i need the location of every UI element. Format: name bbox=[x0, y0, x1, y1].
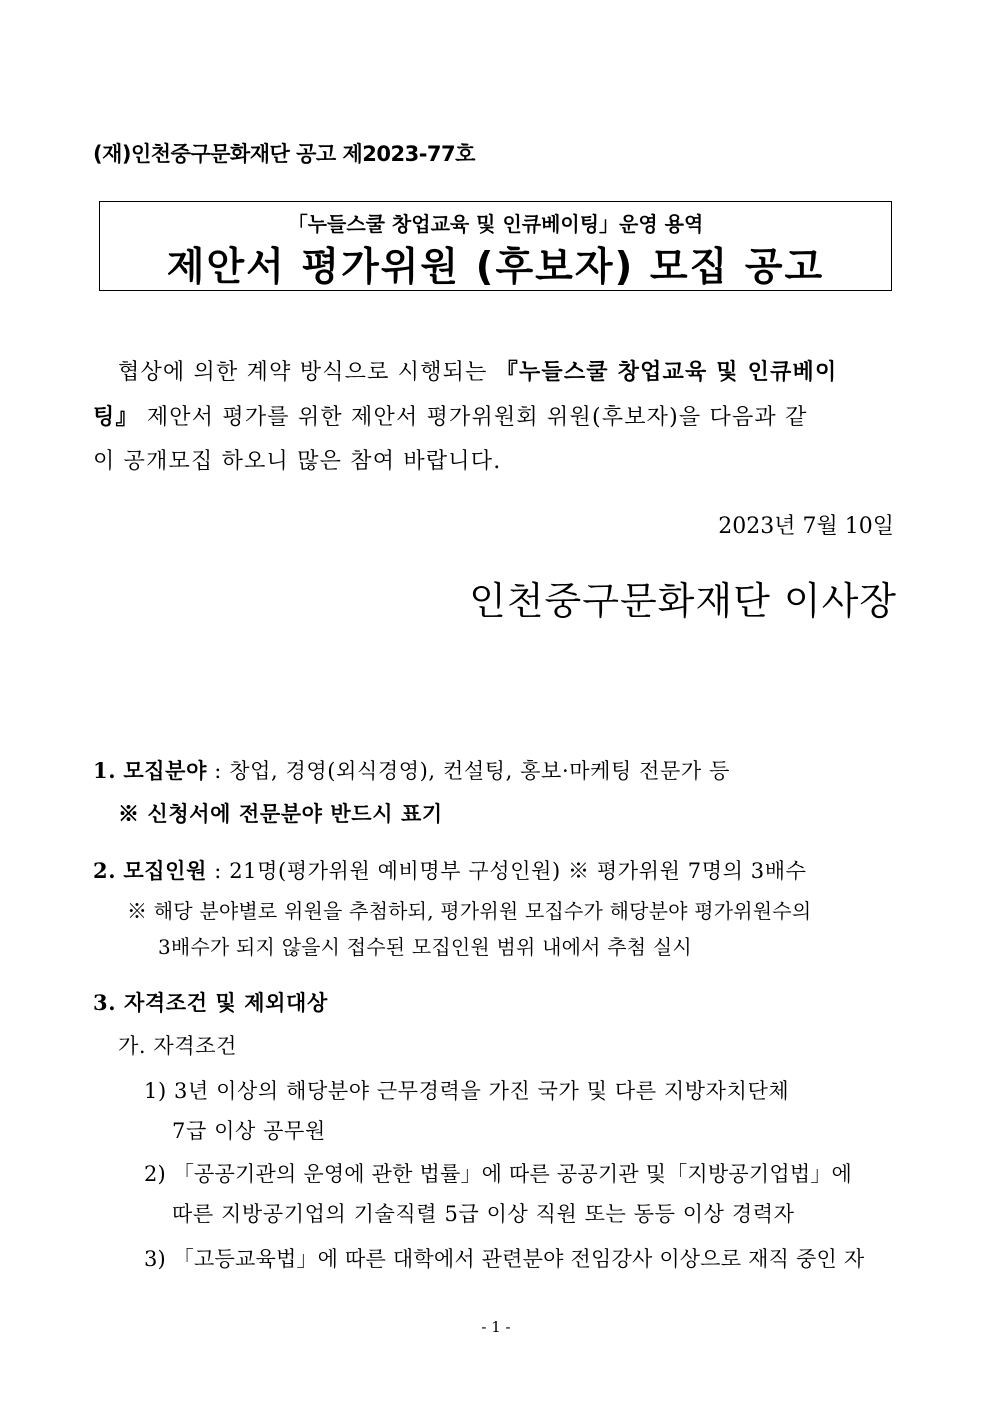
section-2-note-1: ※ 해당 분야별로 위원을 추첨하되, 평가위원 모집수가 해당분야 평가위원수의 bbox=[127, 899, 812, 923]
notice-number: (재)인천중구문화재단 공고 제2023-77호 bbox=[93, 142, 475, 166]
page-title: 제안서 평가위원 (후보자) 모집 공고 bbox=[166, 245, 825, 290]
qualification-item-3: 3) 「고등교육법」에 따른 대학에서 관련분야 전임강사 이상으로 재직 중인 자 bbox=[144, 1247, 865, 1271]
title-subtitle: 「누들스쿨 창업교육 및 인큐베이팅」운영 용역 bbox=[287, 212, 704, 236]
section-3-sub: 가. 자격조건 bbox=[118, 1034, 237, 1058]
qualification-item-1: 1) 3년 이상의 해당분야 근무경력을 가진 국가 및 다른 지방자치단체 bbox=[144, 1079, 790, 1103]
qualification-item-2: 2) 「공공기관의 운영에 관한 법률」에 따른 공공기관 및「지방공기업법」에 bbox=[144, 1162, 853, 1186]
project-name-end: 팅』 bbox=[93, 404, 139, 430]
section-label: 모집분야 bbox=[123, 758, 207, 783]
section-2 bbox=[93, 855, 806, 885]
intro-line-3: 이 공개모집 하오니 많은 참여 바랍니다. bbox=[93, 449, 502, 474]
separator: : bbox=[206, 759, 230, 783]
announcement-date: 2023년 7월 10일 bbox=[718, 514, 894, 539]
section-label: 모집인원 bbox=[123, 858, 207, 883]
qualification-item-2-cont: 따른 지방공기업의 기술직렬 5급 이상 직원 또는 동등 이상 경력자 bbox=[172, 1202, 795, 1226]
intro-line-1 bbox=[118, 355, 918, 386]
section-3-title bbox=[93, 987, 328, 1017]
qualification-item-1-cont: 7급 이상 공무원 bbox=[172, 1119, 326, 1143]
intro-text: 제안서 평가를 위한 제안서 평가위원회 위원(후보자)을 다음과 같 bbox=[138, 405, 808, 430]
section-number: 2. bbox=[93, 858, 117, 883]
note-text: ※ 신청서에 전문분야 반드시 표기 bbox=[118, 801, 443, 826]
intro-text: 협상에 의한 계약 방식으로 시행되는 bbox=[118, 360, 496, 385]
section-2-note-2: 3배수가 되지 않을시 접수된 모집인원 범위 내에서 추첨 실시 bbox=[158, 935, 692, 959]
section-heading: 3. 자격조건 및 제외대상 bbox=[93, 990, 328, 1015]
section-text: 창업, 경영(외식경영), 컨설팅, 홍보·마케팅 전문가 등 bbox=[229, 759, 730, 783]
section-1-note bbox=[118, 798, 443, 828]
section-text: 21명(평가위원 예비명부 구성인원) ※ 평가위원 7명의 3배수 bbox=[229, 859, 807, 883]
section-number: 1. bbox=[93, 758, 117, 783]
signer: 인천중구문화재단 이사장 bbox=[469, 579, 897, 623]
section-1 bbox=[93, 755, 730, 785]
separator: : bbox=[206, 859, 230, 883]
page-number: - 1 - bbox=[481, 1318, 511, 1336]
intro-line-2 bbox=[93, 400, 893, 431]
project-name: 『누들스쿨 창업교육 및 인큐베이 bbox=[495, 359, 838, 385]
title-box bbox=[99, 201, 892, 291]
